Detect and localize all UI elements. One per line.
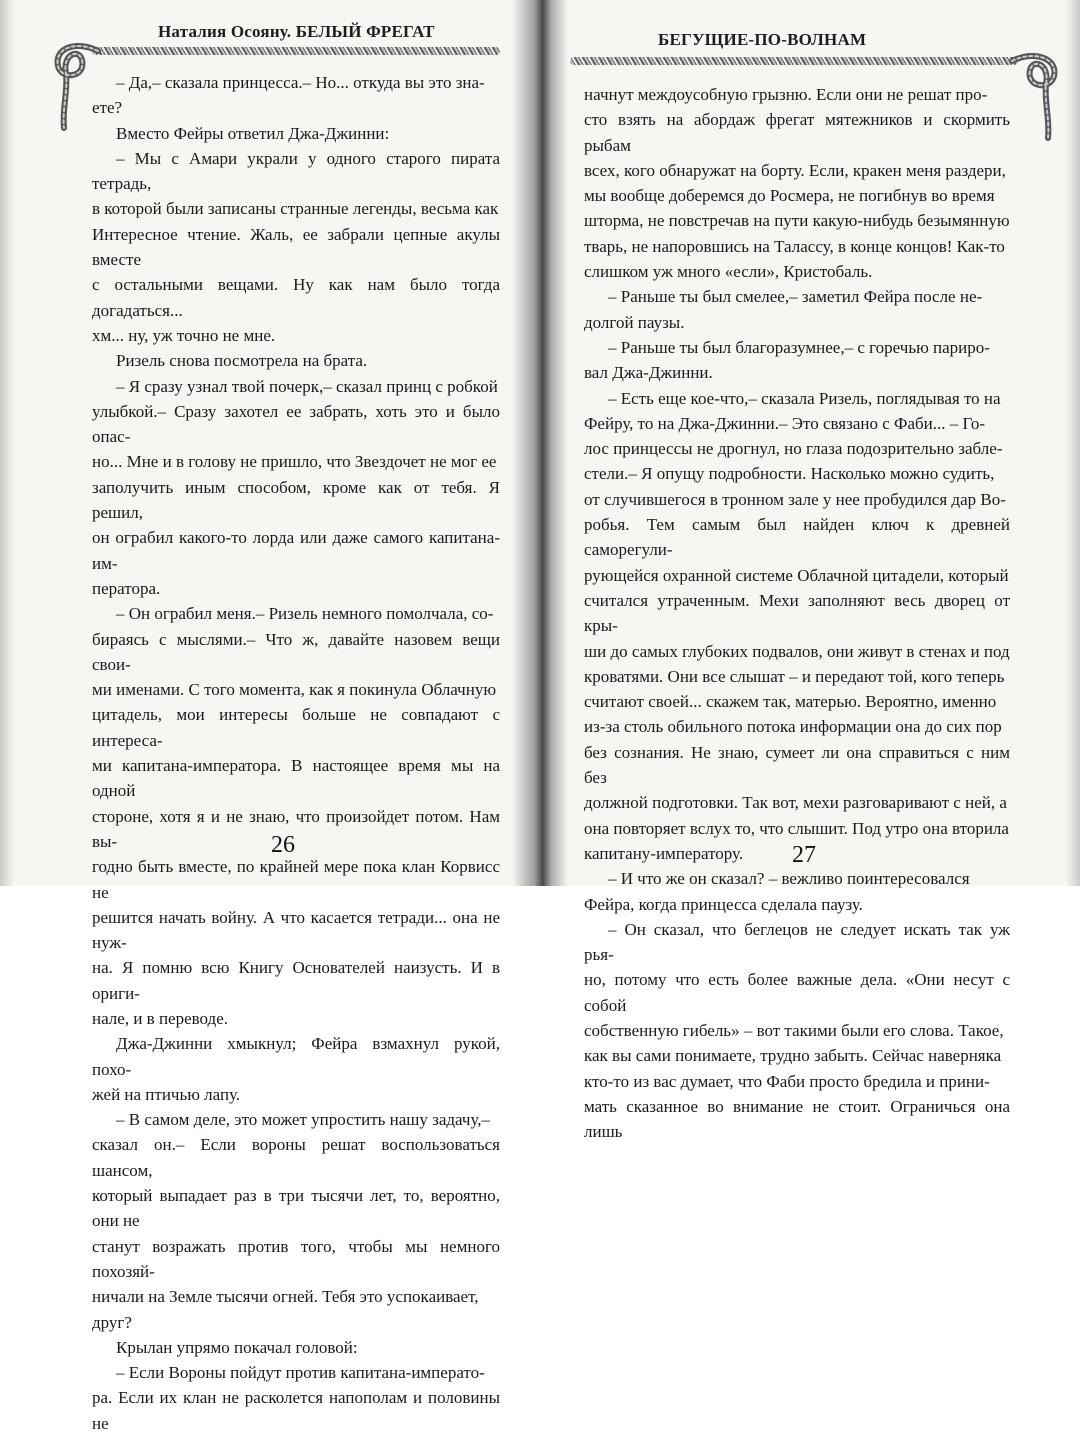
text-line: ператора. — [92, 578, 161, 598]
rope-rule — [92, 47, 500, 55]
text-line: без сознания. Не знаю, сумеет ли она справиться с ним без — [584, 742, 1010, 788]
text-line: – Мы с Амари украли у одного старого пирата тетрадь, — [92, 148, 500, 194]
text-line: слишком уж много «если», Кристобаль. — [584, 262, 873, 282]
text-line: шторма, не повстречав на пути какую-нибудь безымянную — [584, 211, 1010, 231]
text-line: – Он сказал, что беглецов не следует искать так уж рья- — [584, 919, 1010, 965]
text-line: тварь, не напоровшись на Талассу, в конце концов! Как-то — [584, 236, 1005, 256]
text-line: кто-то из вас думает, что Фаби просто бредила и прини- — [584, 1071, 990, 1091]
text-line: ете? — [92, 98, 123, 118]
text-line: – Есть еще кое-что,– сказала Ризель, поглядывая то на — [608, 388, 1001, 408]
text-line: начнут междоусобную грызню. Если они не решат про- — [584, 85, 988, 104]
text-line: который выпадает раз в три тысячи лет, то, вероятно, они не — [92, 1186, 500, 1231]
text-line: считался утраченным. Мехи заполняют весь дворец от кры- — [584, 590, 1010, 636]
text-line: – Я сразу узнал твой почерк,– сказал принц с робкой — [116, 376, 498, 396]
text-line: хм... ну, уж точно не мне. — [92, 325, 276, 345]
text-line: ра. Если их клан не расколется напополам и половины не — [92, 1388, 500, 1433]
text-line: – В самом деле, это может упростить нашу задачу,– — [116, 1110, 491, 1130]
text-line: мать сказанное во внимание не стоит. Ограничься она лишь — [584, 1096, 1010, 1142]
text-line: вал Джа-Джинни. — [584, 363, 713, 383]
right-body-text — [584, 82, 1010, 1144]
text-line: из-за столь обильного потока информации она до сих пор — [584, 717, 1002, 737]
text-line: но... Мне и в голову не пришло, что Звездочет не мог ее — [92, 452, 497, 472]
text-line: сто взять на абордаж фрегат мятежников и скормить рыбам — [584, 110, 1010, 155]
text-line: капитану-императору. — [584, 843, 744, 863]
text-line: ми капитана-императора. В настоящее время мы на одной — [92, 756, 500, 801]
text-line: решится начать войну. А что касается тетради... она не нуж- — [92, 907, 500, 953]
text-line: рующейся охранной системе Облачной цитадели, который — [584, 565, 1009, 585]
text-line: он ограбил какого-то лорда или даже самого капитана-им- — [92, 528, 500, 573]
text-line: мы вообще доберемся до Росмера, не погибнув во время — [584, 186, 995, 206]
text-line: ши до самых глубоких подвалов, они живут в стенах и под — [584, 641, 1010, 661]
text-line: она повторяет вслух то, что слышит. Под утро она вторила — [584, 818, 1009, 838]
page-edge-shadow — [1066, 0, 1080, 886]
text-line: – И что же он сказал? – вежливо поинтересовался — [608, 869, 970, 889]
text-line: но, потому что есть более важные дела. «Они несут с собой — [584, 970, 1010, 1015]
text-line: в которой были записаны странные легенды, весьма как — [92, 199, 499, 219]
text-line: цитадель, мои интересы больше не совпадают с интереса- — [92, 705, 500, 750]
text-line: – Он ограбил меня.– Ризель немного помолчала, со- — [116, 604, 494, 624]
text-line: бираясь с мыслями.– Что ж, давайте назовем вещи свои- — [92, 629, 500, 674]
left-body-text — [92, 70, 500, 1436]
text-line: ми именами. С того момента, как я покинула Облачную — [92, 680, 497, 700]
page-edge-shadow — [0, 0, 14, 886]
text-line: Джа-Джинни хмыкнул; Фейра взмахнул рукой, похо- — [92, 1034, 500, 1079]
text-line: Интересное чтение. Жаль, ее забрали цепные акулы вместе — [92, 224, 500, 270]
text-line: как вы сами понимаете, трудно забыть. Сейчас наверняка — [584, 1046, 1002, 1066]
text-line: жей на птичью лапу. — [92, 1084, 241, 1104]
left-page — [0, 0, 540, 1433]
text-line: заполучить иным способом, кроме как от тебя. Я решил, — [92, 477, 500, 523]
text-line: Крылан упрямо покачал головой: — [116, 1337, 358, 1357]
text-line: робья. Тем самым был найден ключ к древней саморегули- — [584, 515, 1010, 560]
text-line: кроватями. Они все слышат – и передают той, кого теперь — [584, 666, 1005, 686]
text-line: годно быть вместе, по крайней мере пока клан Корвисс не — [92, 857, 500, 902]
text-line: должной подготовки. Так вот, мехи разговаривают с ней, а — [584, 793, 1007, 813]
rope-rule — [570, 57, 1018, 65]
text-line: улыбкой.– Сразу захотел ее забрать, хоть это и было опас- — [92, 401, 500, 447]
text-line: стели.– Я опущу подробности. Насколько можно судить, — [584, 464, 995, 484]
text-line: нале, и в переводе. — [92, 1008, 228, 1028]
text-line: на. Я помню всю Книгу Основателей наизусть. И в ориги- — [92, 958, 500, 1003]
rope-knot-ornament — [1006, 40, 1066, 140]
text-line: всех, кого обнаружат на борту. Если, кракен меня раздери, — [584, 160, 1006, 180]
text-line: от случившегося в тронном зале у нее пробудился дар Во- — [584, 489, 1006, 509]
text-line: станут возражать против того, чтобы мы немного похозяй- — [92, 1236, 500, 1281]
text-line: сказал он.– Если вороны решат воспользоваться шансом, — [92, 1135, 500, 1180]
book-gutter-shadow — [512, 0, 568, 886]
text-line: – Если Вороны пойдут против капитана-императо- — [116, 1363, 485, 1383]
text-line: Вместо Фейры ответил Джа-Джинни: — [116, 123, 390, 143]
right-page — [540, 0, 1080, 1142]
text-line: – Раньше ты был благоразумнее,– с горечью париро- — [608, 337, 990, 357]
text-line: собственную гибель» – вот такими были его слова. Такое, — [584, 1020, 1004, 1040]
left-page-number: 26 — [271, 832, 295, 858]
left-running-head: Наталия Осояну. БЕЛЫЙ ФРЕГАТ — [158, 22, 435, 41]
text-line: Ризель снова посмотрела на брата. — [116, 351, 368, 371]
text-line: Фейра, когда принцесса сделала паузу. — [584, 894, 863, 914]
right-running-head: БЕГУЩИЕ-ПО-ВОЛНАМ — [658, 30, 867, 49]
right-page-number: 27 — [792, 842, 816, 868]
text-line: – Раньше ты был смелее,– заметил Фейра после не- — [608, 287, 983, 307]
text-line: долгой паузы. — [584, 312, 685, 332]
text-line: стороне, хотя я и не знаю, что произойдет потом. Нам вы- — [92, 806, 500, 851]
text-line: ничали на Земле тысячи огней. Тебя это успокаивает, друг? — [92, 1287, 479, 1332]
text-line: Фейру, то на Джа-Джинни.– Это связано с Фаби... – Го- — [584, 413, 985, 433]
text-line: считают своей... скажем так, матерью. Вероятно, именно — [584, 692, 997, 712]
text-line: – Да,– сказала принцесса.– Но... откуда вы это зна- — [116, 73, 485, 92]
text-line: лос принцессы не дрогнул, но глаза подозрительно забле- — [584, 439, 1003, 459]
text-line: с остальными вещами. Ну как нам было тогда догадаться... — [92, 275, 500, 320]
